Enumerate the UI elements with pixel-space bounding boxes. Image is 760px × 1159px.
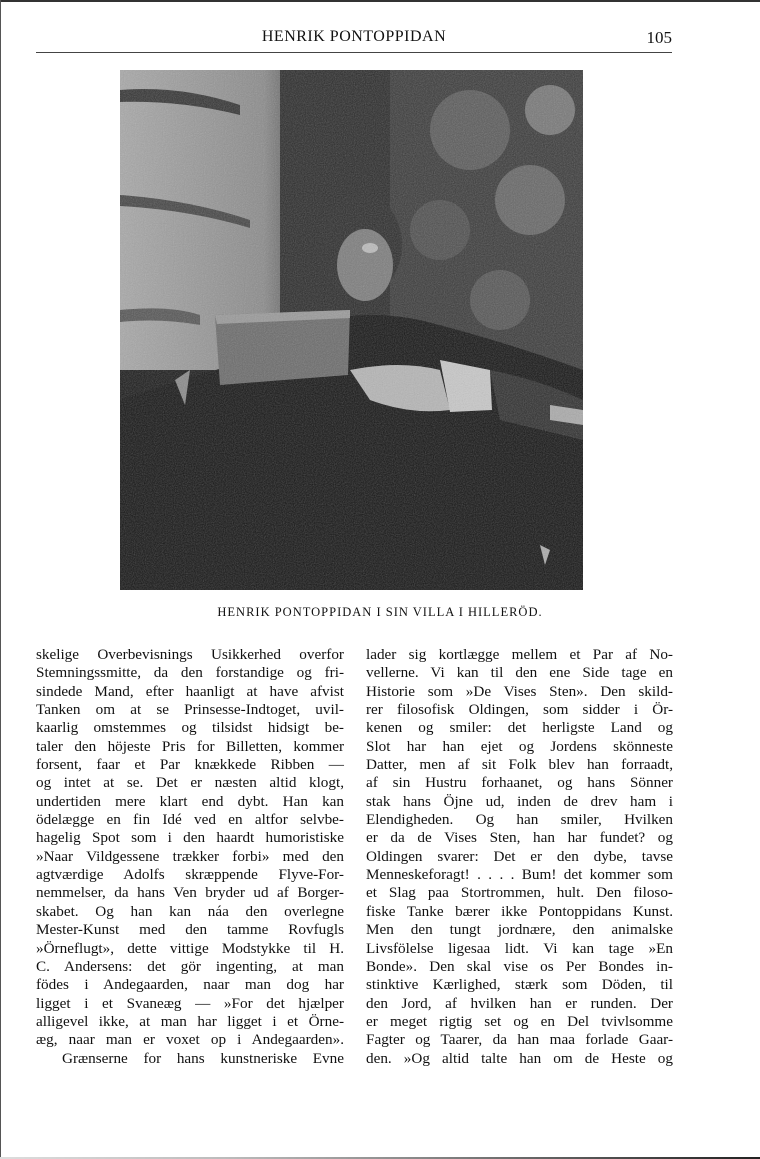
text-line: Slot har han ejet og Jordens skönneste bbox=[366, 737, 673, 755]
text-line: Historie som »De Vises Sten». Den skild- bbox=[366, 682, 673, 700]
text-line: ödelægge en fin Idé ved en altfor selvbe- bbox=[36, 811, 344, 829]
text-line: Stemningssmitte, da den forstandige og fri- bbox=[36, 664, 344, 682]
text-line: skelige Overbevisnings Usikkerhed overfor bbox=[36, 646, 344, 663]
text-line: hagelig Spot som i den haardt humoristiske bbox=[36, 829, 344, 847]
photo-illustration bbox=[120, 70, 583, 590]
text-line: Men den tungt jordnære, den animalske bbox=[366, 921, 673, 939]
text-line: rer filosofisk Oldingen, som sidder i Ör- bbox=[366, 701, 673, 719]
text-line: Bonde». Den skal vise os Per Bondes in- bbox=[366, 957, 673, 975]
paragraph-start-line: Grænserne for hans kunstneriske Evne bbox=[62, 1049, 344, 1067]
text-line: ligget i et Svaneæg — »For det hjælper bbox=[36, 994, 344, 1012]
text-column-right bbox=[366, 646, 673, 1068]
text-line: undertiden mere klart end dybt. Han kan bbox=[36, 792, 344, 810]
text-line: Fagter og Taarer, da han maa forlade Gaar- bbox=[366, 1031, 673, 1049]
scan-left-edge bbox=[0, 0, 1, 1159]
text-line: Mester-Kunst med den tamme Rovfugls bbox=[36, 921, 344, 939]
text-line: »Naar Vildgessene trækker forbi» med den bbox=[36, 847, 344, 865]
text-line: skabet. Og han kan náa den overlegne bbox=[36, 902, 344, 920]
photograph bbox=[120, 70, 583, 590]
text-line: lader sig kortlægge mellem et Par af No- bbox=[366, 646, 673, 663]
text-line: Menneskeforagt! . . . . Bum! det kommer som bbox=[366, 866, 673, 884]
text-line: kaarlig omstemmes og tilsidst hidsigt be- bbox=[36, 719, 344, 737]
text-line: stak hans Öjne ud, inden de drev ham i bbox=[366, 792, 673, 810]
text-line: taler den höjeste Pris for Billetten, kommer bbox=[36, 737, 344, 755]
running-head bbox=[36, 28, 672, 52]
text-line: Tanken om at se Prinsesse-Indtoget, uvil- bbox=[36, 701, 344, 719]
text-column-left bbox=[36, 646, 344, 1068]
text-line: »Örneflugt», dette vittige Modstykke til H. bbox=[36, 939, 344, 957]
text-line: et Slag paa Stortrommen, hult. Den filoso- bbox=[366, 884, 673, 902]
text-line: af sin Hustru forhaanet, og hans Sönner bbox=[366, 774, 673, 792]
text-line: den. »Og altid talte han om de Heste og bbox=[366, 1049, 673, 1067]
text-line: Oldingen svarer: Det er den dybe, tavse bbox=[366, 847, 673, 865]
text-line: födes i Andegaarden, naar man dog har bbox=[36, 976, 344, 994]
text-line: sindede Mand, efter haanligt at have afvist bbox=[36, 682, 344, 700]
text-line: alligevel ikke, at man har ligget i et Örne- bbox=[36, 1012, 344, 1030]
page-number: 105 bbox=[646, 28, 672, 47]
text-line: og intet at se. Det er næsten altid klogt, bbox=[36, 774, 344, 792]
text-line: er da de Vises Sten, han har fundet? og bbox=[366, 829, 673, 847]
text-line: æg, naar man er voxet op i Andegaarden». bbox=[36, 1031, 344, 1049]
text-line: fiske Tanke bærer ikke Pontoppidans Kunst. bbox=[366, 902, 673, 920]
text-line: er meget rigtig set og en Del tvivlsomme bbox=[366, 1012, 673, 1030]
text-line: nemmelser, da hans Ven bryder ud af Borger- bbox=[36, 884, 344, 902]
header-rule bbox=[36, 52, 672, 53]
text-line: Datter, men af sit Folk blev han forraadt, bbox=[366, 756, 673, 774]
text-line: C. Andersens: det gör ingenting, at man bbox=[36, 957, 344, 975]
text-line: den Jord, af hvilken han er runden. Der bbox=[366, 994, 673, 1012]
text-line: stinktive Kærlighed, stærk som Döden, til bbox=[366, 976, 673, 994]
text-line: kenen og smiler: det herligste Land og bbox=[366, 719, 673, 737]
text-line: vellerne. Vi kan til den ene Side tage en bbox=[366, 664, 673, 682]
text-line: Elendigheden. Og han smiler, Hvilken bbox=[366, 811, 673, 829]
text-line: forsent, faar et Par knækkede Ribben — bbox=[36, 756, 344, 774]
running-title: HENRIK PONTOPPIDAN bbox=[261, 28, 447, 45]
text-line: agtværdige Adolfs skræppende Flyve-For- bbox=[36, 866, 344, 884]
scan-top-edge bbox=[0, 0, 760, 2]
photo-caption: HENRIK PONTOPPIDAN I SIN VILLA I HILLERÖD. bbox=[217, 605, 543, 619]
text-line: Livsfölelse ligesaa lidt. Vi kan tage »En bbox=[366, 939, 673, 957]
